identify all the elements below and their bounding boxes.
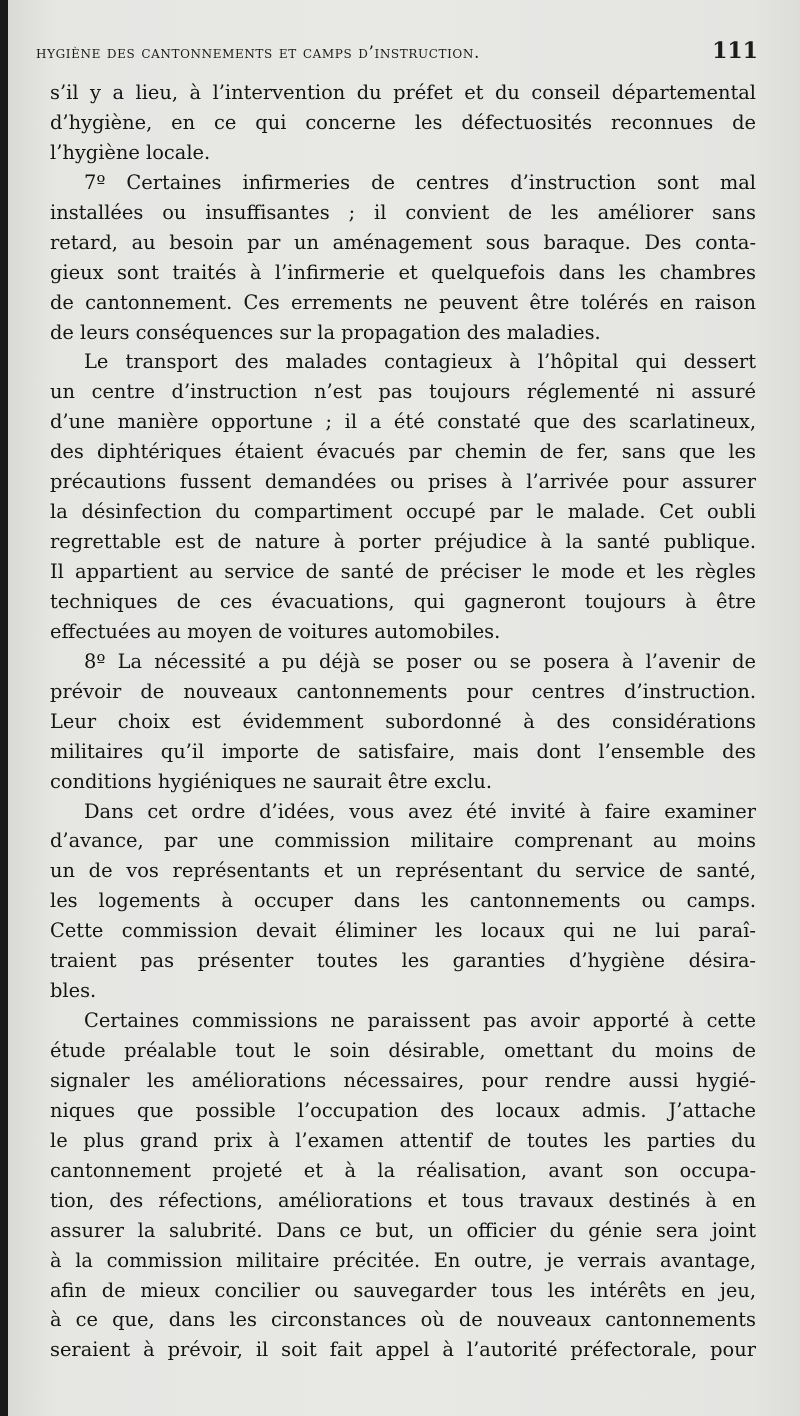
text-line: Cette commission devait éliminer les locaux qui ne lui paraî- [50,919,756,943]
text-line: traient pas présenter toutes les garanties d’hygiène désira- [50,949,756,973]
text-line: signaler les améliorations nécessaires, pour rendre aussi hygié- [50,1068,756,1092]
text-line: Dans cet ordre d’idées, vous avez été invité à faire examiner [84,799,756,823]
text-line: effectuées au moyen de voitures automobiles. [50,619,501,643]
text-line: techniques de ces évacuations, qui gagneront toujours à être [50,589,756,613]
text-line: s’il y a lieu, à l’intervention du préfet et du conseil départemental [50,81,756,104]
text-line: Certaines commissions ne paraissent pas avoir apporté à cette [84,1009,756,1033]
text-line: installées ou insuffisantes ; il convient de les améliorer sans [50,200,756,224]
text-line: retard, au besoin par un aménagement sous baraque. Des conta- [50,230,756,254]
text-line: d’avance, par une commission militaire comprenant au moins [50,829,756,853]
text-line: afin de mieux concilier ou sauvegarder tous les intérêts en jeu, [50,1278,756,1302]
text-line: assurer la salubrité. Dans ce but, un officier du génie sera joint [50,1218,756,1242]
text-line: le plus grand prix à l’examen attentif de toutes les parties du [50,1128,756,1152]
text-line: précautions fussent demandées ou prises à l’arrivée pour assurer [50,470,756,494]
text-line: seraient à prévoir, il soit fait appel à l’autorité préfectorale, pour [50,1338,756,1362]
running-title: hygiène des cantonnements et camps d’instruction. [36,43,480,63]
text-line: Le transport des malades contagieux à l’hôpital qui dessert [84,350,756,374]
text-line: à ce que, dans les circonstances où de nouveaux cantonnements [50,1308,756,1332]
text-line: 8º La nécessité a pu déjà se poser ou se posera à l’avenir de [84,649,756,673]
text-line: un centre d’instruction n’est pas toujours réglementé ni assuré [50,380,756,404]
running-header [36,38,758,72]
text-line: d’hygiène, en ce qui concerne les défectuosités reconnues de [50,110,756,134]
page-number: 111 [712,38,758,64]
text-line: tion, des réfections, améliorations et tous travaux destinés à en [50,1188,756,1212]
text-line: cantonnement projeté et à la réalisation, avant son occupa- [50,1158,756,1182]
text-line: de leurs conséquences sur la propagation des maladies. [50,320,601,344]
body-text [50,78,756,1365]
text-line: l’hygiène locale. [50,140,211,164]
text-line: à la commission militaire précitée. En outre, je verrais avantage, [50,1248,756,1272]
text-line: la désinfection du compartiment occupé par le malade. Cet oubli [50,500,756,524]
text-line: étude préalable tout le soin désirable, omettant du moins de [50,1039,756,1062]
text-line: Leur choix est évidemment subordonné à des considérations [50,709,756,733]
text-line: prévoir de nouveaux cantonnements pour centres d’instruction. [50,679,756,703]
text-line: de cantonnement. Ces errements ne peuvent être tolérés en raison [50,290,756,314]
text-line: gieux sont traités à l’infirmerie et quelquefois dans les chambres [50,260,756,284]
text-line: militaires qu’il importe de satisfaire, mais dont l’ensemble des [50,739,756,763]
text-line: regrettable est de nature à porter préjudice à la santé publique. [50,530,756,554]
book-page [8,0,800,1416]
text-line: les logements à occuper dans les cantonnements ou camps. [50,889,756,913]
text-line: niques que possible l’occupation des locaux admis. J’attache [50,1098,756,1122]
text-line: conditions hygiéniques ne saurait être exclu. [50,769,493,793]
text-line: un de vos représentants et un représentant du service de santé, [50,859,756,883]
text-line: bles. [50,979,97,1003]
text-line: d’une manière opportune ; il a été constaté que des scarlatineux, [50,410,756,434]
text-line: des diphtériques étaient évacués par chemin de fer, sans que les [50,440,756,464]
text-line: 7º Certaines infirmeries de centres d’instruction sont mal [84,170,756,194]
text-line: Il appartient au service de santé de préciser le mode et les règles [50,560,756,583]
